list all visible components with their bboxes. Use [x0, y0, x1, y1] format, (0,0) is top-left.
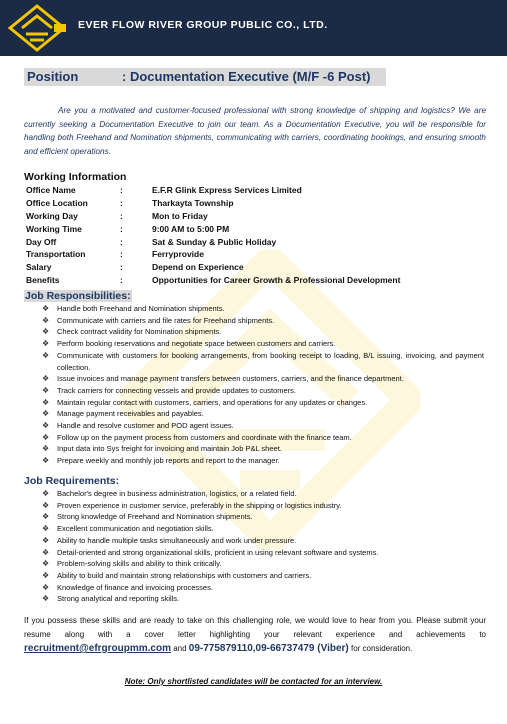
outro-after: for consideration.	[348, 644, 413, 653]
info-row	[24, 237, 464, 250]
info-label: Benefits	[26, 275, 60, 286]
info-row	[24, 211, 464, 224]
list-item: ❖ Follow up on the payment process from customers and coordinate with the finance team.	[42, 432, 352, 442]
list-item: ❖ Detail-oriented and strong organizational skills, proficient in using relevant software and systems.	[42, 547, 379, 557]
info-value: Depend on Experience	[152, 262, 244, 273]
responsibilities-list	[42, 303, 484, 467]
list-item: ❖ Problem-solving skills and ability to think critically.	[42, 559, 222, 569]
diamond-bullet-icon: ❖	[42, 444, 50, 454]
list-item: ❖ Bachelor's degree in business administration, logistics, or a related field.	[42, 489, 297, 498]
requirements-title: Job Requirements:	[24, 475, 120, 487]
info-row	[24, 224, 464, 237]
diamond-bullet-icon: ❖	[42, 594, 50, 604]
info-label: Office Location	[26, 197, 88, 208]
diamond-bullet-icon: ❖	[42, 500, 50, 510]
diamond-bullet-icon: ❖	[42, 327, 50, 337]
list-item: ❖ Communicate with carriers and file rates for Freehand shipments.	[42, 315, 275, 325]
info-value: Opportunities for Career Growth & Professional Development	[152, 275, 401, 286]
info-row	[24, 249, 464, 262]
info-row	[24, 275, 464, 288]
intro-paragraph: Are you a motivated and customer-focused professional with strong knowledge of shipping and logistics? We are currently seeking a Documentation Executive to join our team. As a Documentation Executive, you will be responsible for handling both Freehand and Nomination shipments, communicating with carriers, coordinating bookings, and ensuring smooth and efficient operations.	[24, 106, 486, 156]
info-row	[24, 198, 464, 211]
position-heading	[24, 68, 386, 86]
info-value: 9:00 AM to 5:00 PM	[152, 223, 230, 234]
info-value: E.F.R Glink Express Services Limited	[152, 185, 302, 195]
header-banner	[0, 0, 507, 56]
position-label: Position	[27, 69, 79, 84]
diamond-bullet-icon: ❖	[42, 535, 50, 545]
list-item: ❖ Communicate with customers for booking arrangements, from booking receipt to loading, B/L issuing, invoicing, and payment collection.	[42, 350, 484, 372]
list-item: ❖ Proven experience in customer service, preferably in the shipping or logistics industry.	[42, 500, 342, 510]
info-label: Salary	[26, 262, 52, 273]
list-item: ❖ Prepare weekly and monthly job reports and report to the manager.	[42, 456, 280, 466]
diamond-bullet-icon: ❖	[42, 397, 50, 407]
info-colon: :	[120, 236, 123, 247]
outro-text: If you possess these skills and are ready to take on this challenging role, we would love to hear from you. Please submit your resume along with a cover letter highlighting your relevant experience and achievements to	[24, 616, 486, 639]
list-item: ❖ Knowledge of finance and invoicing processes.	[42, 582, 213, 592]
diamond-bullet-icon: ❖	[42, 582, 50, 592]
diamond-bullet-icon: ❖	[42, 524, 50, 534]
working-info-table	[24, 185, 464, 288]
efr-logo-icon	[8, 4, 66, 52]
list-item: ❖ Check contract validity for Nomination shipments.	[42, 327, 222, 337]
info-value: Sat & Sunday & Public Holiday	[152, 236, 277, 247]
diamond-bullet-icon: ❖	[42, 421, 50, 431]
info-colon: :	[120, 262, 123, 273]
diamond-bullet-icon: ❖	[42, 570, 50, 580]
diamond-bullet-icon: ❖	[42, 385, 50, 395]
list-item: ❖ Perform booking reservations and negotiate space between customers and carriers.	[42, 339, 336, 349]
info-label: Working Day	[26, 210, 78, 221]
info-colon: :	[120, 249, 123, 260]
position-title: : Documentation Executive (M/F -6 Post)	[122, 69, 371, 84]
list-item: ❖ Ability to build and maintain strong relationships with customers and carriers.	[42, 570, 312, 580]
list-item: ❖ Strong analytical and reporting skills.	[42, 594, 180, 604]
info-colon: :	[120, 210, 123, 221]
list-item: ❖ Track carriers for connecting vessels and provide updates to customers.	[42, 385, 296, 395]
working-info-title: Working Information	[24, 171, 127, 183]
diamond-bullet-icon: ❖	[42, 409, 50, 419]
diamond-bullet-icon: ❖	[42, 547, 50, 557]
info-label: Transportation	[26, 249, 86, 260]
diamond-bullet-icon: ❖	[42, 512, 50, 522]
info-label: Working Time	[26, 223, 82, 234]
diamond-bullet-icon: ❖	[42, 315, 50, 325]
list-item: ❖ Handle both Freehand and Nomination shipments.	[42, 304, 225, 313]
info-label: Office Name	[26, 185, 76, 195]
info-row	[24, 262, 464, 275]
diamond-bullet-icon: ❖	[42, 374, 50, 384]
info-colon: :	[120, 275, 123, 286]
info-label: Day Off	[26, 236, 57, 247]
diamond-bullet-icon: ❖	[42, 304, 50, 313]
list-item: ❖ Issue invoices and manage payment transfers between customers, carriers, and the finance department.	[42, 374, 404, 384]
list-item: ❖ Excellent communication and negotiation skills.	[42, 524, 214, 534]
company-name: EVER FLOW RIVER GROUP PUBLIC CO., LTD.	[78, 19, 328, 31]
info-value: Ferryprovide	[152, 249, 204, 260]
outro-and: and	[171, 644, 189, 653]
diamond-bullet-icon: ❖	[42, 456, 50, 466]
list-item: ❖ Handle and resolve customer and POD agent issues.	[42, 421, 234, 431]
application-instructions	[24, 614, 486, 656]
diamond-bullet-icon: ❖	[42, 432, 50, 442]
info-colon: :	[120, 197, 123, 208]
info-colon: :	[120, 223, 123, 234]
diamond-bullet-icon: ❖	[42, 559, 50, 569]
list-item: ❖ Manage payment receivables and payables.	[42, 409, 204, 419]
requirements-list	[42, 488, 484, 605]
list-item: ❖ Strong knowledge of Freehand and Nomination shipments.	[42, 512, 253, 522]
shortlist-note: Note: Only shortlisted candidates will be contacted for an interview.	[124, 677, 383, 686]
diamond-bullet-icon: ❖	[42, 489, 50, 498]
info-value: Mon to Friday	[152, 210, 208, 221]
diamond-bullet-icon: ❖	[42, 339, 50, 349]
info-row	[24, 185, 464, 198]
info-colon: :	[120, 185, 123, 195]
responsibilities-title: Job Responsibilities:	[25, 290, 131, 302]
info-value: Tharkayta Township	[152, 197, 234, 208]
list-item: ❖ Maintain regular contact with customers, carriers, and operations for any updates or changes.	[42, 397, 368, 407]
list-item: ❖ Input data into Sys freight for invoicing and maintain Job P&L sheet.	[42, 444, 282, 454]
contact-phones: 09-775879110,09-66737479 (Viber)	[188, 643, 349, 654]
diamond-bullet-icon: ❖	[42, 350, 50, 360]
recruitment-email-link[interactable]: recruitment@efrgroupmm.com	[24, 643, 171, 654]
list-item: ❖ Ability to handle multiple tasks simultaneously and work under pressure.	[42, 535, 297, 545]
